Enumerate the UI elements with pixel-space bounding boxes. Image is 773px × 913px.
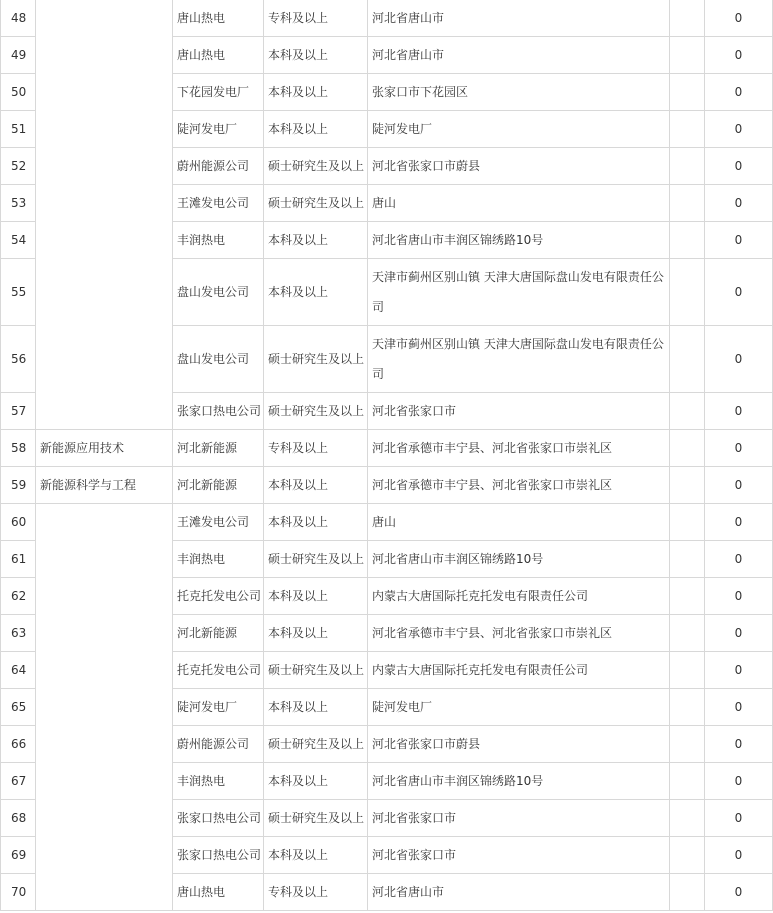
empty-cell (670, 652, 705, 689)
degree-cell: 本科及以上 (264, 74, 368, 111)
count-cell: 0 (705, 615, 773, 652)
location-cell: 张家口市下花园区 (368, 74, 670, 111)
location-cell: 陡河发电厂 (368, 689, 670, 726)
empty-cell (670, 0, 705, 37)
row-number: 64 (1, 652, 36, 689)
row-number: 67 (1, 763, 36, 800)
empty-cell (670, 37, 705, 74)
count-cell: 0 (705, 74, 773, 111)
row-number: 68 (1, 800, 36, 837)
table-row (1, 0, 773, 37)
degree-cell: 专科及以上 (264, 0, 368, 37)
table-row (1, 467, 773, 504)
empty-cell (670, 800, 705, 837)
degree-cell: 本科及以上 (264, 37, 368, 74)
empty-cell (670, 467, 705, 504)
empty-cell (670, 504, 705, 541)
company-cell: 唐山热电 (173, 37, 264, 74)
company-cell: 河北新能源 (173, 467, 264, 504)
table-row (1, 430, 773, 467)
empty-cell (670, 763, 705, 800)
count-cell: 0 (705, 763, 773, 800)
location-cell: 河北省张家口市蔚县 (368, 148, 670, 185)
company-cell: 王滩发电公司 (173, 504, 264, 541)
degree-cell: 硕士研究生及以上 (264, 541, 368, 578)
row-number: 65 (1, 689, 36, 726)
count-cell: 0 (705, 148, 773, 185)
degree-cell: 硕士研究生及以上 (264, 726, 368, 763)
empty-cell (670, 837, 705, 874)
count-cell: 0 (705, 111, 773, 148)
row-number: 49 (1, 37, 36, 74)
count-cell: 0 (705, 37, 773, 74)
row-number: 55 (1, 259, 36, 326)
degree-cell: 本科及以上 (264, 259, 368, 326)
empty-cell (670, 222, 705, 259)
empty-cell (670, 689, 705, 726)
count-cell: 0 (705, 504, 773, 541)
count-cell: 0 (705, 259, 773, 326)
empty-cell (670, 578, 705, 615)
empty-cell (670, 615, 705, 652)
row-number: 52 (1, 148, 36, 185)
table-row (1, 504, 773, 541)
row-number: 57 (1, 393, 36, 430)
degree-cell: 本科及以上 (264, 837, 368, 874)
location-cell: 河北省唐山市丰润区锦绣路10号 (368, 541, 670, 578)
empty-cell (670, 393, 705, 430)
company-cell: 丰润热电 (173, 222, 264, 259)
count-cell: 0 (705, 185, 773, 222)
degree-cell: 硕士研究生及以上 (264, 393, 368, 430)
count-cell: 0 (705, 541, 773, 578)
company-cell: 唐山热电 (173, 0, 264, 37)
degree-cell: 硕士研究生及以上 (264, 148, 368, 185)
location-cell: 河北省张家口市 (368, 800, 670, 837)
count-cell: 0 (705, 837, 773, 874)
row-number: 56 (1, 326, 36, 393)
count-cell: 0 (705, 652, 773, 689)
empty-cell (670, 111, 705, 148)
row-number: 53 (1, 185, 36, 222)
major-cell: 新能源科学与工程 (36, 467, 173, 504)
row-number: 70 (1, 874, 36, 911)
location-cell: 河北省唐山市丰润区锦绣路10号 (368, 222, 670, 259)
company-cell: 下花园发电厂 (173, 74, 264, 111)
company-cell: 盘山发电公司 (173, 259, 264, 326)
empty-cell (670, 726, 705, 763)
row-number: 66 (1, 726, 36, 763)
count-cell: 0 (705, 874, 773, 911)
count-cell: 0 (705, 800, 773, 837)
degree-cell: 硕士研究生及以上 (264, 185, 368, 222)
location-cell: 河北省唐山市 (368, 874, 670, 911)
empty-cell (670, 430, 705, 467)
major-cell: 新能源应用技术 (36, 430, 173, 467)
degree-cell: 本科及以上 (264, 222, 368, 259)
count-cell: 0 (705, 578, 773, 615)
row-number: 54 (1, 222, 36, 259)
location-cell: 内蒙古大唐国际托克托发电有限责任公司 (368, 652, 670, 689)
degree-cell: 专科及以上 (264, 874, 368, 911)
row-number: 58 (1, 430, 36, 467)
location-cell: 河北省承德市丰宁县、河北省张家口市崇礼区 (368, 615, 670, 652)
major-cell (36, 504, 173, 911)
location-cell: 河北省承德市丰宁县、河北省张家口市崇礼区 (368, 430, 670, 467)
degree-cell: 本科及以上 (264, 763, 368, 800)
company-cell: 河北新能源 (173, 430, 264, 467)
company-cell: 陡河发电厂 (173, 689, 264, 726)
major-cell (36, 0, 173, 430)
row-number: 59 (1, 467, 36, 504)
company-cell: 张家口热电公司 (173, 393, 264, 430)
location-cell: 河北省张家口市 (368, 393, 670, 430)
location-cell: 河北省张家口市 (368, 837, 670, 874)
degree-cell: 本科及以上 (264, 615, 368, 652)
degree-cell: 本科及以上 (264, 578, 368, 615)
company-cell: 托克托发电公司 (173, 652, 264, 689)
location-cell: 天津市蓟州区别山镇 天津大唐国际盘山发电有限责任公司 (368, 259, 670, 326)
count-cell: 0 (705, 0, 773, 37)
row-number: 50 (1, 74, 36, 111)
location-cell: 陡河发电厂 (368, 111, 670, 148)
degree-cell: 本科及以上 (264, 467, 368, 504)
company-cell: 陡河发电厂 (173, 111, 264, 148)
location-cell: 天津市蓟州区别山镇 天津大唐国际盘山发电有限责任公司 (368, 326, 670, 393)
count-cell: 0 (705, 222, 773, 259)
company-cell: 托克托发电公司 (173, 578, 264, 615)
company-cell: 丰润热电 (173, 763, 264, 800)
row-number: 63 (1, 615, 36, 652)
row-number: 51 (1, 111, 36, 148)
degree-cell: 专科及以上 (264, 430, 368, 467)
company-cell: 河北新能源 (173, 615, 264, 652)
location-cell: 唐山 (368, 185, 670, 222)
empty-cell (670, 74, 705, 111)
count-cell: 0 (705, 430, 773, 467)
row-number: 69 (1, 837, 36, 874)
degree-cell: 本科及以上 (264, 504, 368, 541)
location-cell: 河北省承德市丰宁县、河北省张家口市崇礼区 (368, 467, 670, 504)
company-cell: 蔚州能源公司 (173, 148, 264, 185)
location-cell: 河北省唐山市 (368, 0, 670, 37)
empty-cell (670, 874, 705, 911)
count-cell: 0 (705, 467, 773, 504)
count-cell: 0 (705, 689, 773, 726)
count-cell: 0 (705, 726, 773, 763)
degree-cell: 本科及以上 (264, 111, 368, 148)
degree-cell: 硕士研究生及以上 (264, 800, 368, 837)
location-cell: 河北省唐山市 (368, 37, 670, 74)
row-number: 61 (1, 541, 36, 578)
company-cell: 蔚州能源公司 (173, 726, 264, 763)
degree-cell: 硕士研究生及以上 (264, 326, 368, 393)
location-cell: 河北省张家口市蔚县 (368, 726, 670, 763)
company-cell: 张家口热电公司 (173, 837, 264, 874)
empty-cell (670, 259, 705, 326)
company-cell: 张家口热电公司 (173, 800, 264, 837)
location-cell: 内蒙古大唐国际托克托发电有限责任公司 (368, 578, 670, 615)
company-cell: 盘山发电公司 (173, 326, 264, 393)
row-number: 60 (1, 504, 36, 541)
location-cell: 河北省唐山市丰润区锦绣路10号 (368, 763, 670, 800)
empty-cell (670, 148, 705, 185)
degree-cell: 本科及以上 (264, 689, 368, 726)
count-cell: 0 (705, 393, 773, 430)
company-cell: 唐山热电 (173, 874, 264, 911)
row-number: 62 (1, 578, 36, 615)
empty-cell (670, 326, 705, 393)
empty-cell (670, 185, 705, 222)
empty-cell (670, 541, 705, 578)
row-number: 48 (1, 0, 36, 37)
company-cell: 王滩发电公司 (173, 185, 264, 222)
degree-cell: 硕士研究生及以上 (264, 652, 368, 689)
count-cell: 0 (705, 326, 773, 393)
company-cell: 丰润热电 (173, 541, 264, 578)
location-cell: 唐山 (368, 504, 670, 541)
